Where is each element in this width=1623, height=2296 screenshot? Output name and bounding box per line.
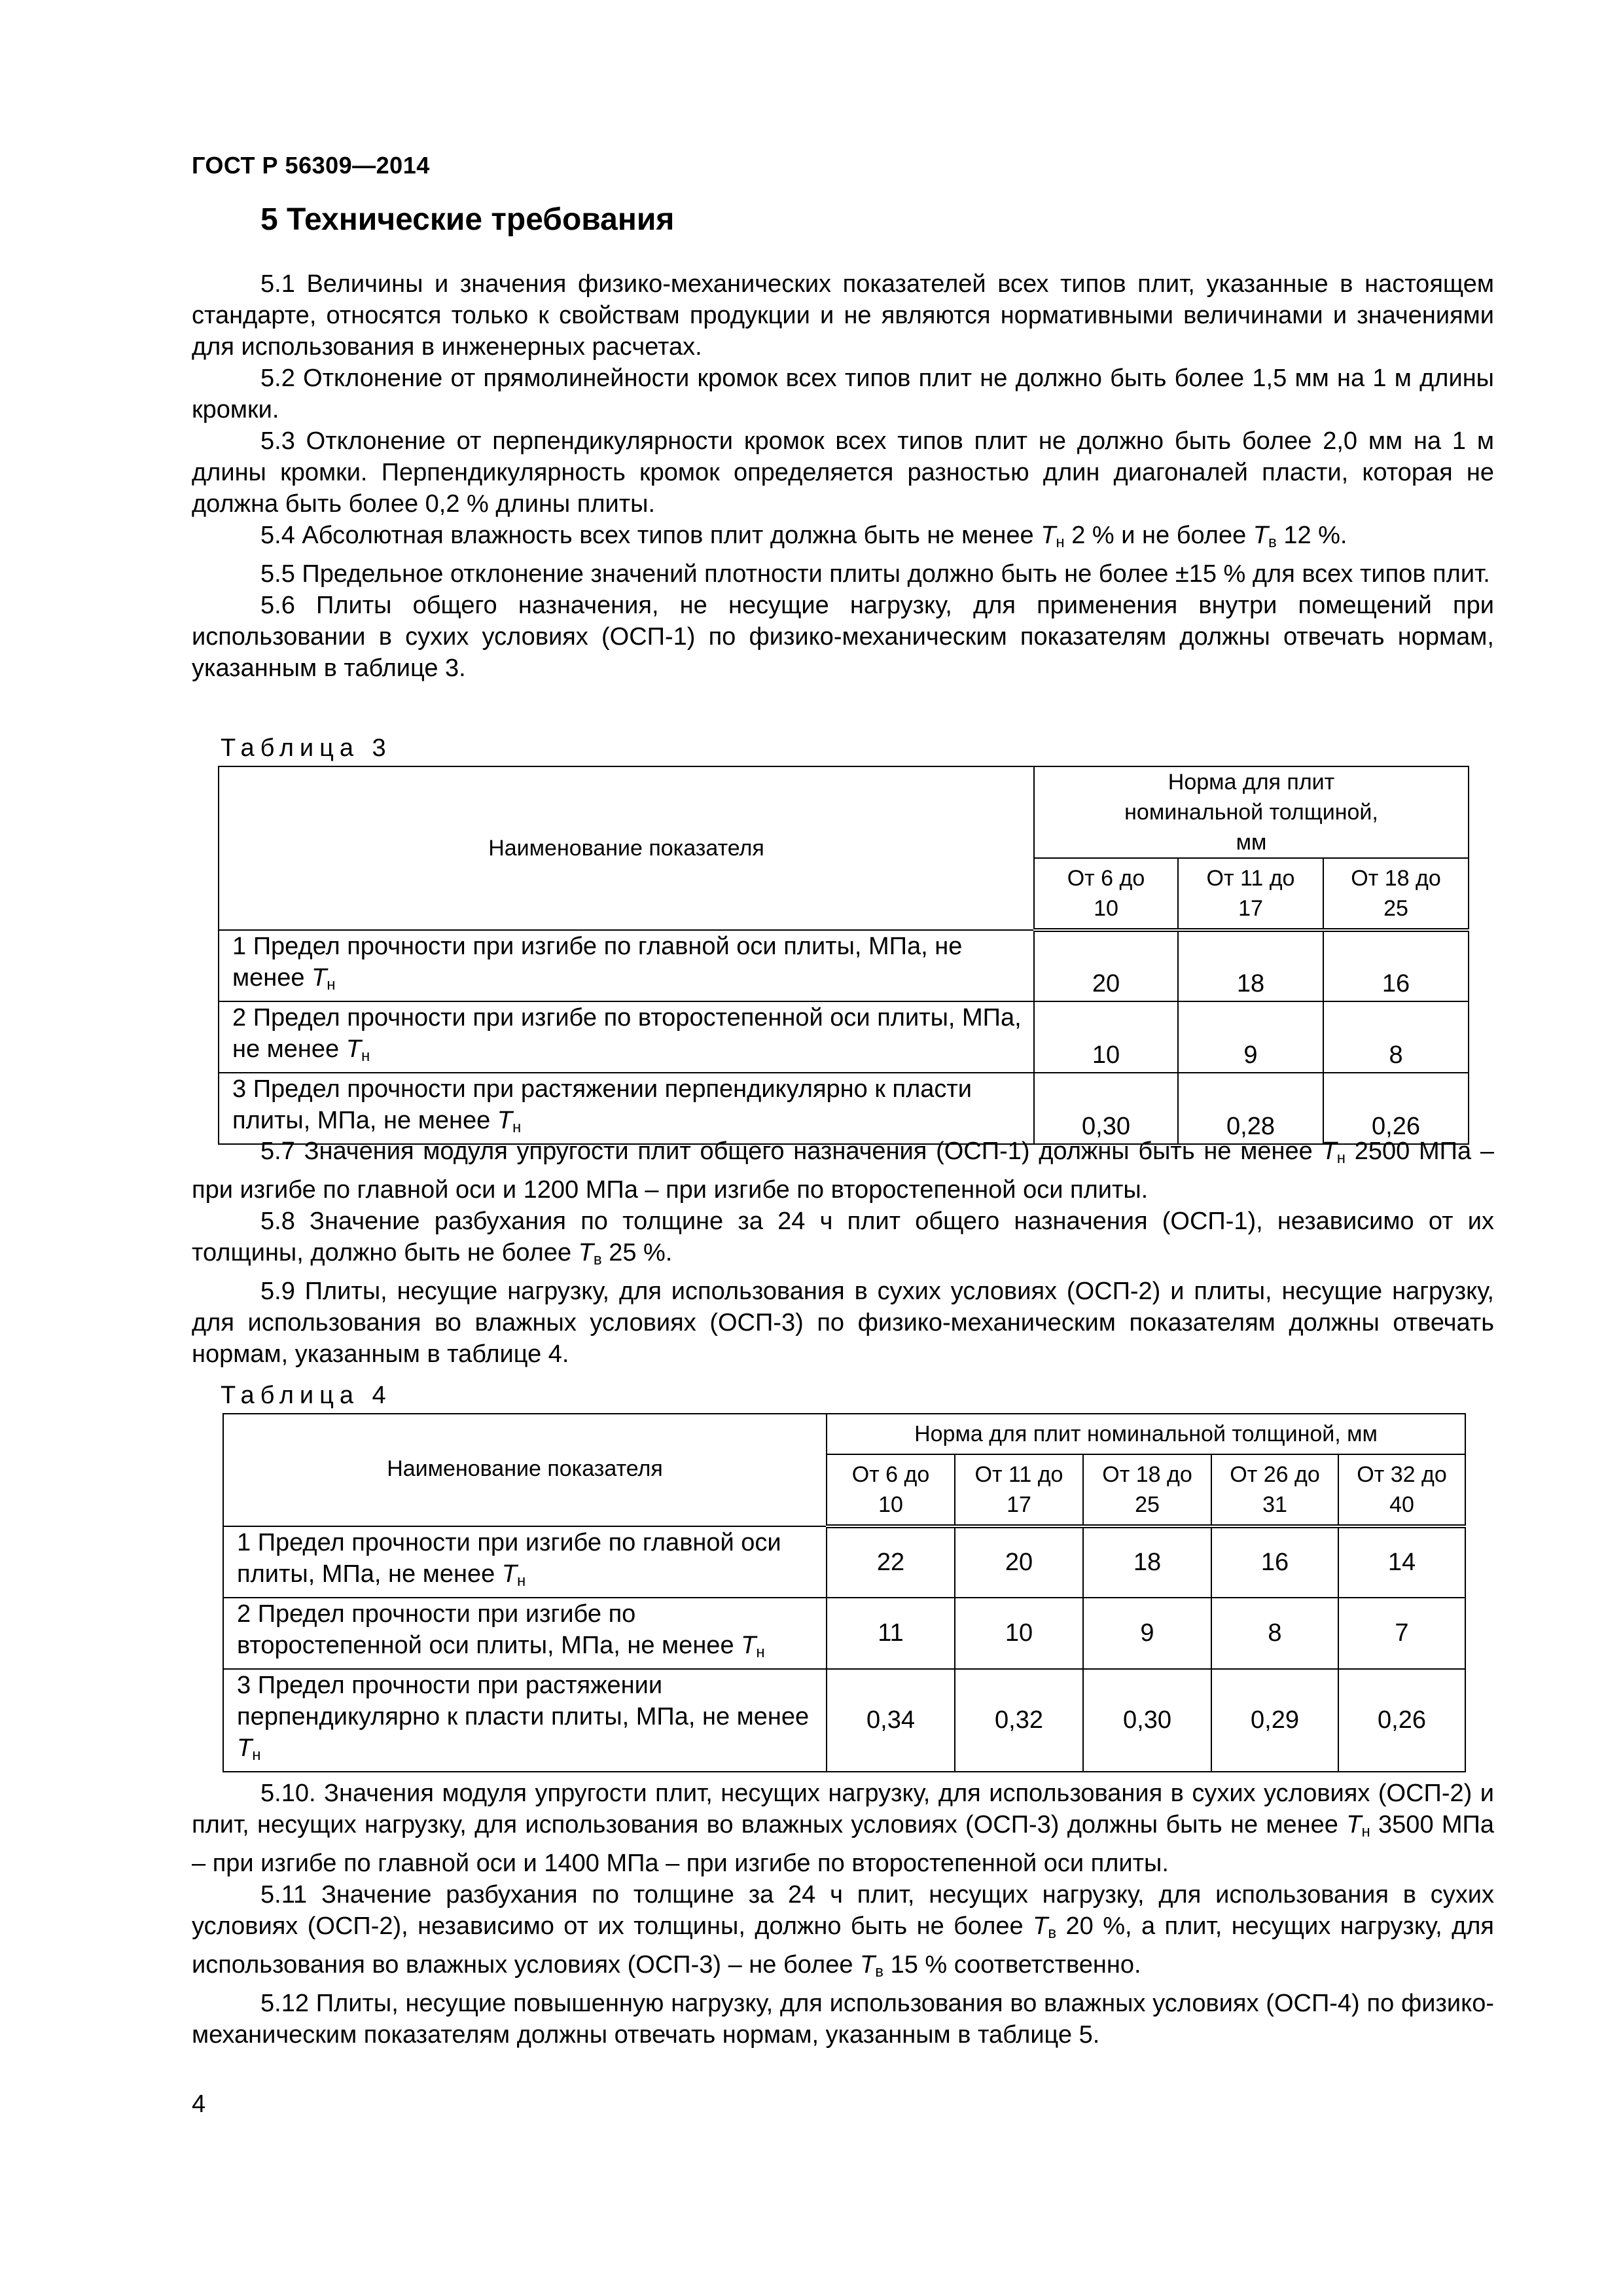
table-4-header-name: Наименование показателя bbox=[223, 1414, 827, 1526]
table-row bbox=[223, 1669, 1465, 1772]
table-row-name: 3 Предел прочности при растяжении перпендикулярно к пласти плиты, МПа, не менее $Т_н$ bbox=[219, 1073, 1034, 1144]
table-3-header-name: Наименование показателя bbox=[219, 766, 1034, 930]
table-row bbox=[223, 1598, 1465, 1669]
table-cell: 16 bbox=[1323, 930, 1469, 1001]
table-cell: 18 bbox=[1178, 930, 1323, 1001]
table-cell: 11 bbox=[827, 1598, 955, 1669]
table-row bbox=[219, 930, 1469, 1001]
paragraph-5-12: 5.12 Плиты, несущие повышенную нагрузку, для использования во влажных условиях (ОСП-4) по физико-механическим показателям должны отвечать нормам, указанным в таблице 5. bbox=[192, 1990, 1494, 2049]
paragraphs-block-2 bbox=[192, 1136, 1494, 1370]
table-cell: 0,30 bbox=[1034, 1073, 1178, 1144]
table-cell: 9 bbox=[1083, 1598, 1211, 1669]
paragraph-5-10: 5.10. Значения модуля упругости плит, несущих нагрузку, для использования в сухих условиях (ОСП-2) и плит, несущих нагрузку, для использования во влажных условиях (ОСП-3) должны быть не менее $Т_н$ 3500 МПа – при изгибе по главной оси и 1400 МПа – при изгибе по второстепенной оси плиты. bbox=[192, 1780, 1494, 1877]
table-4-header-norm: Норма для плит номинальной толщиной, мм bbox=[827, 1414, 1465, 1454]
paragraph-5-6: 5.6 Плиты общего назначения, не несущие нагрузку, для применения внутри помещений при использовании в сухих условиях (ОСП-1) по физико-механическим показателям должны отвечать нормам, указанным в таблице 3. bbox=[192, 592, 1494, 682]
table-cell: 0,26 bbox=[1323, 1073, 1469, 1144]
table-cell: 0,30 bbox=[1083, 1669, 1211, 1772]
table-cell: 8 bbox=[1211, 1598, 1338, 1669]
table-cell: 7 bbox=[1338, 1598, 1465, 1669]
table-cell: 16 bbox=[1211, 1526, 1338, 1598]
table-4-label: Таблица 4 bbox=[221, 1382, 392, 1409]
table-row-name: 1 Предел прочности при изгибе по главной оси плиты, МПа, не менее $Т_н$ bbox=[223, 1526, 827, 1598]
paragraph-5-5: 5.5 Предельное отклонение значений плотности плиты должно быть не более ±15 % для всех типов плит. bbox=[260, 560, 1490, 588]
table-3-label: Таблица 3 bbox=[221, 734, 392, 762]
table-row-name: 3 Предел прочности при растяжении перпендикулярно к пласти плиты, МПа, не менее $Т_н$ bbox=[223, 1669, 827, 1772]
paragraph-5-9: 5.9 Плиты, несущие нагрузку, для использования в сухих условиях (ОСП-2) и плиты, несущие нагрузку, для использования во влажных условиях (ОСП-3) по физико-механическим показателям должны отвечать нормам, указанным в таблице 4. bbox=[192, 1278, 1494, 1368]
table-cell: 0,32 bbox=[955, 1669, 1083, 1772]
table-3 bbox=[218, 766, 1469, 1145]
table-3-col-header: От 6 до 10 bbox=[1034, 858, 1178, 930]
table-4-col-header: От 6 до 10 bbox=[827, 1454, 955, 1526]
table-cell: 9 bbox=[1178, 1001, 1323, 1073]
table-row-name: 1 Предел прочности при изгибе по главной оси плиты, МПа, не менее $Т_н$ bbox=[219, 930, 1034, 1001]
table-row bbox=[219, 1073, 1469, 1144]
table-row-name: 2 Предел прочности при изгибе по второстепенной оси плиты, МПа, не менее $Т_н$ bbox=[219, 1001, 1034, 1073]
paragraph-5-8: 5.8 Значение разбухания по толщине за 24 ч плит общего назначения (ОСП-1), независимо от их толщины, должно быть не более $Т_в$ 25 %. bbox=[192, 1208, 1494, 1268]
table-cell: 0,34 bbox=[827, 1669, 955, 1772]
table-4-col-header: От 32 до 40 bbox=[1338, 1454, 1465, 1526]
paragraphs-block-3 bbox=[192, 1778, 1494, 2051]
table-cell: 10 bbox=[955, 1598, 1083, 1669]
table-4-col-header: От 26 до 31 bbox=[1211, 1454, 1338, 1526]
table-row bbox=[219, 1001, 1469, 1073]
table-3-header-norm: Норма для плит номинальной толщиной, мм bbox=[1034, 766, 1469, 858]
paragraphs-block-1 bbox=[192, 268, 1494, 684]
standard-id: ГОСТ Р 56309—2014 bbox=[192, 152, 430, 179]
table-cell: 20 bbox=[955, 1526, 1083, 1598]
table-4-col-header: От 18 до 25 bbox=[1083, 1454, 1211, 1526]
paragraph-5-3: 5.3 Отклонение от перпендикулярности кромок всех типов плит не должно быть более 2,0 мм на 1 м длины кромки. Перпендикулярность кромок определяется разностью длин диагоналей пласти, которая не должна быть более 0,2 % длины плиты. bbox=[192, 427, 1494, 518]
table-cell: 14 bbox=[1338, 1526, 1465, 1598]
table-4-col-header: От 11 до 17 bbox=[955, 1454, 1083, 1526]
page-number: 4 bbox=[192, 2090, 206, 2118]
table-row-name: 2 Предел прочности при изгибе по второстепенной оси плиты, МПа, не менее $Т_н$ bbox=[223, 1598, 827, 1669]
table-3-col-header: От 18 до 25 bbox=[1323, 858, 1469, 930]
section-title: 5 Технические требования bbox=[260, 202, 675, 237]
paragraph-5-1: 5.1 Величины и значения физико-механических показателей всех типов плит, указанные в настоящем стандарте, относятся только к свойствам продукции и не являются нормативными величинами и значениями для использования в инженерных расчетах. bbox=[192, 270, 1494, 361]
table-cell: 0,28 bbox=[1178, 1073, 1323, 1144]
table-cell: 0,29 bbox=[1211, 1669, 1338, 1772]
table-3-col-header: От 11 до 17 bbox=[1178, 858, 1323, 930]
paragraph-5-4: 5.4 Абсолютная влажность всех типов плит должна быть не менее $Т_н$ 2 % и не более $Т_в$ 12 %. bbox=[260, 522, 1347, 551]
table-cell: 20 bbox=[1034, 930, 1178, 1001]
paragraph-5-2: 5.2 Отклонение от прямолинейности кромок всех типов плит не должно быть более 1,5 мм на 1 м длины кромки. bbox=[192, 365, 1494, 423]
table-cell: 18 bbox=[1083, 1526, 1211, 1598]
table-cell: 22 bbox=[827, 1526, 955, 1598]
table-cell: 10 bbox=[1034, 1001, 1178, 1073]
table-cell: 0,26 bbox=[1338, 1669, 1465, 1772]
table-4 bbox=[223, 1413, 1466, 1772]
paragraph-5-11: 5.11 Значение разбухания по толщине за 24 ч плит, несущих нагрузку, для использования в сухих условиях (ОСП-2), независимо от их толщины, должно быть не более $Т_в$ 20 %, а плит, несущих нагрузку, для использования во влажных условиях (ОСП-3) – не более $Т_в$ 15 % соответственно. bbox=[192, 1881, 1494, 1981]
table-row bbox=[223, 1526, 1465, 1598]
table-cell: 8 bbox=[1323, 1001, 1469, 1073]
paragraph-5-7: 5.7 Значения модуля упругости плит общего назначения (ОСП-1) должны быть не менее $Т_н$ 2500 МПа – при изгибе по главной оси и 1200 МПа – при изгибе по второстепенной оси плиты. bbox=[192, 1138, 1494, 1204]
